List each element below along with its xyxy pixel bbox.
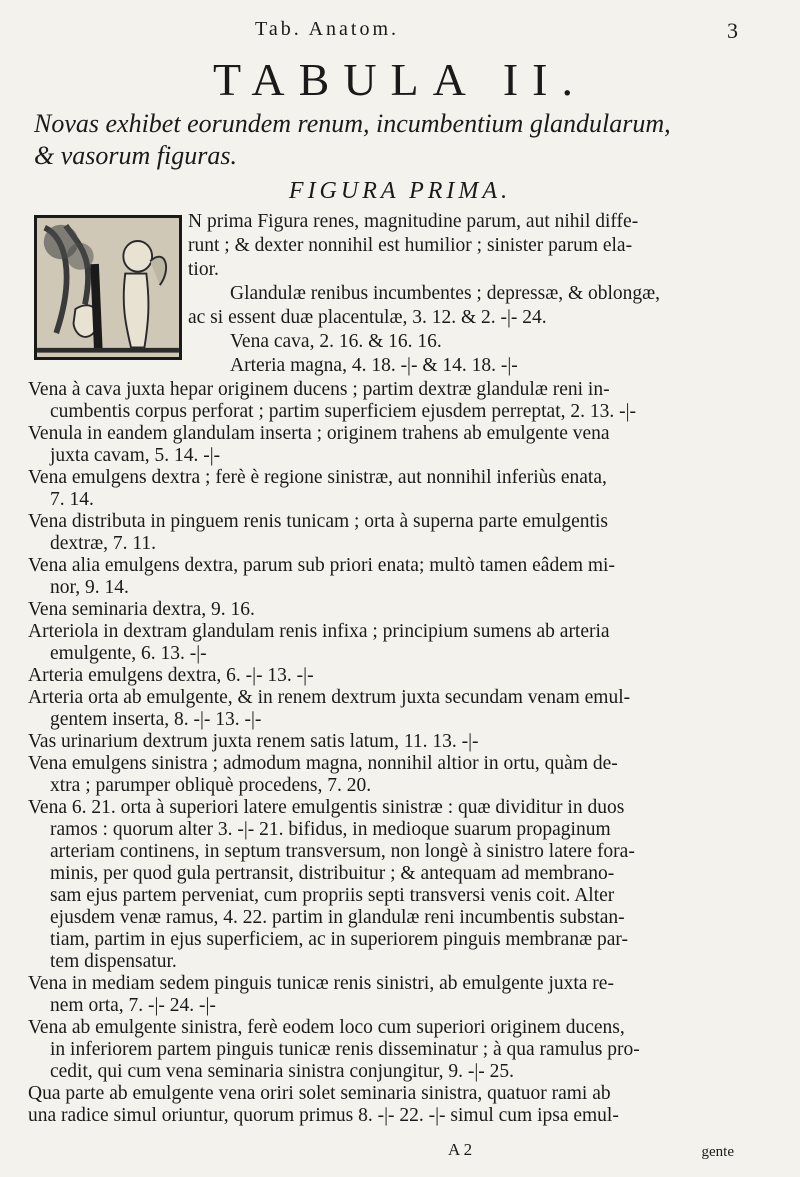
text-line: cumbentis corpus perforat ; partim superficiem ejusdem perreptat, 2. 13. -|- <box>50 401 636 422</box>
text-line: minis, per quod gula pertransit, distribuitur ; & antequam ad membrano- <box>50 863 615 884</box>
text-line: dextræ, 7. 11. <box>50 533 156 554</box>
running-title: Tab. Anatom. <box>255 18 400 40</box>
text-line: cedit, qui cum vena seminaria sinistra conjungitur, 9. -|- 25. <box>50 1061 514 1082</box>
text-line: Vena 6. 21. orta à superiori latere emulgentis sinistræ : quæ dividitur in duos <box>28 797 625 818</box>
text-line: Arteria emulgens dextra, 6. -|- 13. -|- <box>28 665 314 686</box>
text-line: ac si essent duæ placentulæ, 3. 12. & 2. -|- 24. <box>188 307 547 328</box>
text-line: xtra ; parumper obliquè procedens, 7. 20. <box>50 775 372 796</box>
text-line: tiam, partim in ejus superficiem, ac in superiorem pinguis membranæ par- <box>50 929 628 950</box>
text-line: Vena emulgens sinistra ; admodum magna, nonnihil altior in ortu, quàm de- <box>28 753 618 774</box>
text-line: in inferiorem partem pinguis tunicæ renis disseminatur ; à qua ramulus pro- <box>50 1039 640 1060</box>
plate-title: TABULA II. <box>213 54 587 105</box>
signature-mark: A 2 <box>448 1140 473 1159</box>
text-line: tem dispensatur. <box>50 951 177 972</box>
text-line: N prima Figura renes, magnitudine parum, aut nihil diffe- <box>188 211 639 232</box>
text-line: Vena emulgens dextra ; ferè è regione sinistræ, aut nonnihil inferiùs enata, <box>28 467 607 488</box>
text-line: Vena ab emulgente sinistra, ferè eodem loco cum superiori originem ducens, <box>28 1017 625 1038</box>
text-line: nem orta, 7. -|- 24. -|- <box>50 995 216 1016</box>
text-line: Vena cava, 2. 16. & 16. 16. <box>230 331 442 352</box>
text-line: Arteriola in dextram glandulam renis infixa ; principium sumens ab arteria <box>28 621 610 642</box>
text-line: gentem inserta, 8. -|- 13. -|- <box>50 709 262 730</box>
text-line: ramos : quorum alter 3. -|- 21. bifidus, in medioque suarum propaginum <box>50 819 611 840</box>
text-line: Arteria magna, 4. 18. -|- & 14. 18. -|- <box>230 355 518 376</box>
woodcut-illustration <box>37 218 179 357</box>
text-line: tior. <box>188 259 219 280</box>
text-line: Qua parte ab emulgente vena oriri solet seminaria sinistra, quatuor rami ab <box>28 1083 611 1104</box>
text-line: ejusdem venæ ramus, 4. 22. partim in glandulæ reni incumbentis substan- <box>50 907 625 928</box>
text-line: Vas urinarium dextrum juxta renem satis latum, 11. 13. -|- <box>28 731 479 752</box>
text-line: Arteria orta ab emulgente, & in renem dextrum juxta secundam venam emul- <box>28 687 631 708</box>
text-line: arteriam continens, in septum transversum, non longè à sinistro latere fora- <box>50 841 635 862</box>
decorated-initial-letter <box>34 215 182 360</box>
page-number: 3 <box>727 18 738 43</box>
text-line: Vena seminaria dextra, 9. 16. <box>28 599 255 620</box>
plate-subtitle-line: & vasorum figuras. <box>34 141 237 170</box>
text-line: Venula in eandem glandulam inserta ; originem trahens ab emulgente vena <box>28 423 610 444</box>
text-line: Glandulæ renibus incumbentes ; depressæ, & oblongæ, <box>230 283 661 304</box>
text-line: sam ejus partem perveniat, cum propriis septi transversi venis coit. Alter <box>50 885 615 906</box>
text-line: Vena in mediam sedem pinguis tunicæ renis sinistri, ab emulgente juxta re- <box>28 973 614 994</box>
text-line: juxta cavam, 5. 14. -|- <box>50 445 221 466</box>
text-line: emulgente, 6. 13. -|- <box>50 643 207 664</box>
plate-subtitle-line: Novas exhibet eorundem renum, incumbentium glandularum, <box>34 109 671 138</box>
catchword: gente <box>701 1144 734 1160</box>
figure-title: FIGURA PRIMA. <box>288 178 512 204</box>
text-line: nor, 9. 14. <box>50 577 129 598</box>
text-line: Vena à cava juxta hepar originem ducens ; partim dextræ glandulæ reni in- <box>28 379 610 400</box>
text-line: 7. 14. <box>50 489 94 510</box>
text-line: runt ; & dexter nonnihil est humilior ; sinister parum ela- <box>188 235 633 256</box>
text-line: una radice simul oriuntur, quorum primus 8. -|- 22. -|- simul cum ipsa emul- <box>28 1105 619 1126</box>
text-line: Vena alia emulgens dextra, parum sub priori enata; multò tamen eâdem mi- <box>28 555 615 576</box>
text-line: Vena distributa in pinguem renis tunicam ; orta à superna parte emulgentis <box>28 511 608 532</box>
running-header <box>0 18 800 48</box>
